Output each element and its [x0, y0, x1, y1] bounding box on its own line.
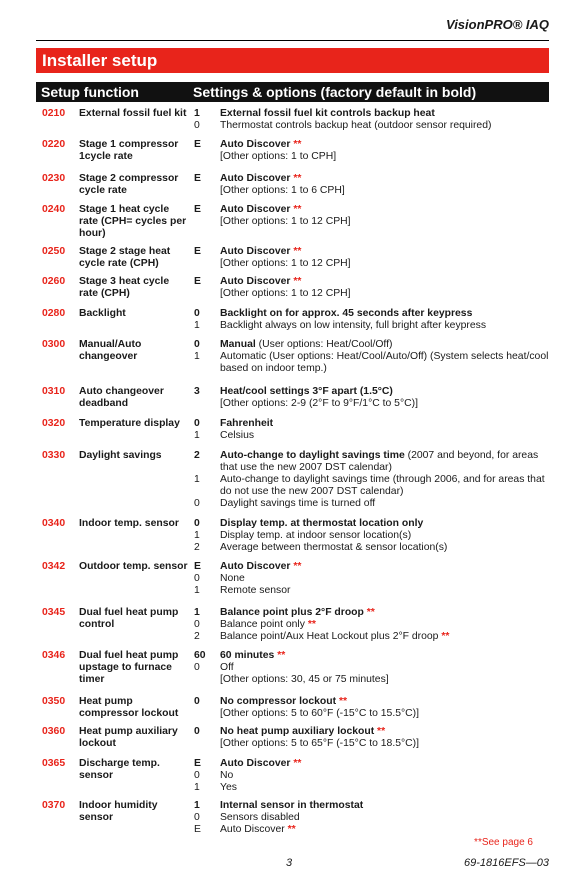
option-text	[220, 216, 549, 228]
setup-code: 0250	[42, 246, 66, 257]
option-value: 0	[194, 619, 200, 630]
option-value: E	[194, 758, 201, 769]
option-text	[220, 758, 549, 770]
option-value: 1	[194, 800, 200, 811]
option-text	[220, 308, 549, 320]
settings-options	[194, 696, 549, 720]
option-description: [Other options: 1 to 12 CPH]	[220, 216, 351, 227]
option-line	[194, 120, 549, 132]
option-description: [Other options: 2-9 (2°F to 9°F/1°C to 5°C)]	[220, 398, 418, 409]
option-line	[194, 185, 549, 197]
option-value: 60	[194, 650, 206, 661]
footnote-marker: **	[293, 139, 302, 150]
option-text	[220, 151, 549, 163]
option-line	[194, 530, 549, 542]
option-line	[194, 151, 549, 163]
setup-function-label: Stage 2 stage heat cycle rate (CPH)	[79, 246, 171, 269]
settings-options	[194, 204, 549, 228]
footnote-marker: **	[307, 619, 316, 630]
option-value: 0	[194, 339, 200, 350]
option-description: Internal sensor in thermostat	[220, 800, 364, 811]
option-value: 1	[194, 474, 200, 485]
option-line	[194, 585, 549, 597]
setup-function-label: Dual fuel heat pump control	[79, 607, 179, 630]
option-value: 0	[194, 308, 200, 319]
setup-code: 0360	[42, 726, 66, 737]
setup-code: 0220	[42, 139, 66, 150]
option-line	[194, 216, 549, 228]
option-line	[194, 726, 549, 738]
option-value	[194, 288, 220, 300]
setup-function-label: Indoor temp. sensor	[79, 518, 179, 529]
option-text	[220, 619, 549, 631]
option-text	[220, 276, 549, 288]
settings-options	[194, 726, 549, 750]
option-line	[194, 573, 549, 585]
option-value: 0	[194, 418, 200, 429]
option-description: None	[220, 573, 245, 584]
settings-options	[194, 339, 549, 375]
option-text	[220, 339, 549, 351]
option-value: 0	[194, 662, 200, 673]
option-line	[194, 418, 549, 430]
option-description: Automatic (User options: Heat/Cool/Auto/Off) (System selects heat/cool based on indoor temp.)	[220, 351, 549, 374]
setup-function-label: Indoor humidity sensor	[79, 800, 158, 823]
settings-options	[194, 800, 549, 836]
setup-function-label: Heat pump compressor lockout	[79, 696, 179, 719]
settings-options	[194, 173, 549, 197]
option-line	[194, 276, 549, 288]
option-description: Auto Discover	[220, 246, 291, 257]
setup-function-label: Auto changeover deadband	[79, 386, 164, 409]
settings-options	[194, 450, 549, 510]
option-text	[220, 246, 549, 258]
option-text	[220, 782, 549, 794]
option-description: Sensors disabled	[220, 812, 300, 823]
option-text	[220, 607, 549, 619]
option-description: Off	[220, 662, 234, 673]
setup-function-label: Manual/Auto changeover	[79, 339, 142, 362]
setup-function-label: External fossil fuel kit	[79, 108, 187, 119]
section-title: Installer setup	[36, 48, 549, 73]
settings-options	[194, 276, 549, 300]
option-line	[194, 770, 549, 782]
option-description: Backlight always on low intensity, full bright after keypress	[220, 320, 487, 331]
option-description: Auto Discover	[220, 204, 291, 215]
option-text	[220, 498, 549, 510]
setup-code: 0340	[42, 518, 66, 529]
option-description: 60 minutes	[220, 650, 275, 661]
option-text	[220, 288, 549, 300]
option-line	[194, 173, 549, 185]
option-value: E	[194, 276, 201, 287]
option-value	[194, 398, 220, 410]
footnote-marker: **	[441, 631, 450, 642]
column-header-settings: Settings & options (factory default in bold)	[193, 84, 477, 100]
option-line	[194, 139, 549, 151]
option-line	[194, 450, 549, 474]
settings-options	[194, 518, 549, 554]
option-description: Backlight on for approx. 45 seconds after keypress	[220, 308, 473, 319]
option-line	[194, 351, 549, 375]
option-description-detail: (User options: Heat/Cool/Off)	[255, 339, 393, 350]
option-description: Auto Discover	[220, 758, 291, 769]
option-description-detail: (2007 and beyond, for areas that use the new 2007 DST calendar)	[220, 450, 539, 473]
option-line	[194, 782, 549, 794]
footnote-marker: **	[338, 696, 348, 707]
footnote-marker: **	[293, 276, 302, 287]
option-description: No	[220, 770, 234, 781]
option-value	[194, 674, 220, 686]
option-description: [Other options: 5 to 60°F (-15°C to 15.5°C)]	[220, 708, 420, 719]
option-text	[220, 430, 549, 442]
option-value: E	[194, 204, 201, 215]
option-value: 1	[194, 430, 200, 441]
option-text	[220, 108, 549, 120]
option-line	[194, 339, 549, 351]
option-text	[220, 386, 549, 398]
setup-code: 0280	[42, 308, 66, 319]
option-description: Remote sensor	[220, 585, 291, 596]
option-description: Thermostat controls backup heat (outdoor sensor required)	[220, 120, 492, 131]
setup-code: 0370	[42, 800, 66, 811]
settings-options	[194, 386, 549, 410]
option-description: Balance point only	[220, 619, 305, 630]
setup-function-label: Outdoor temp. sensor	[79, 561, 188, 572]
option-description: [Other options: 1 to CPH]	[220, 151, 337, 162]
option-value: 0	[194, 812, 200, 823]
option-line	[194, 430, 549, 442]
option-line	[194, 398, 549, 410]
column-header-function: Setup function	[41, 84, 139, 100]
setup-function-label: Backlight	[79, 308, 126, 319]
option-line	[194, 288, 549, 300]
option-line	[194, 674, 549, 686]
setup-code: 0310	[42, 386, 66, 397]
option-value: 1	[194, 320, 200, 331]
option-value	[194, 216, 220, 228]
setup-function-label: Stage 2 compressor cycle rate	[79, 173, 179, 196]
option-line	[194, 738, 549, 750]
option-text	[220, 674, 549, 686]
option-line	[194, 758, 549, 770]
option-value: 1	[194, 108, 200, 119]
option-line	[194, 108, 549, 120]
option-line	[194, 800, 549, 812]
option-value: 2	[194, 631, 200, 642]
option-text	[220, 258, 549, 270]
option-line	[194, 662, 549, 674]
settings-options	[194, 607, 549, 643]
option-value: E	[194, 246, 201, 257]
setup-function-label: Discharge temp. sensor	[79, 758, 160, 781]
option-description: External fossil fuel kit controls backup heat	[220, 108, 435, 119]
option-description: Auto Discover	[220, 561, 291, 572]
setup-function-label: Stage 3 heat cycle rate (CPH)	[79, 276, 170, 299]
setup-code: 0300	[42, 339, 66, 350]
option-description: Daylight savings time is turned off	[220, 498, 376, 509]
settings-options	[194, 418, 549, 442]
option-line	[194, 542, 549, 554]
option-text	[220, 800, 549, 812]
option-description: Manual	[220, 339, 256, 350]
setup-function-label: Dual fuel heat pump upstage to furnace timer	[79, 650, 179, 685]
option-line	[194, 631, 549, 643]
option-description: Auto Discover	[220, 276, 291, 287]
settings-options	[194, 561, 549, 597]
option-line	[194, 708, 549, 720]
option-description: Display temp. at thermostat location only	[220, 518, 424, 529]
setup-code: 0346	[42, 650, 66, 661]
option-text	[220, 561, 549, 573]
option-line	[194, 607, 549, 619]
setup-code: 0342	[42, 561, 66, 572]
footnote-marker: **	[293, 561, 302, 572]
option-description: Display temp. at indoor sensor location(s)	[220, 530, 412, 541]
option-text	[220, 573, 549, 585]
option-value: 1	[194, 351, 200, 362]
option-value: 0	[194, 120, 200, 131]
setup-code: 0230	[42, 173, 66, 184]
option-description: [Other options: 1 to 12 CPH]	[220, 258, 351, 269]
option-description: Auto-change to daylight savings time (through 2006, and for areas that do not use the new 2007 DST calendar)	[220, 474, 545, 497]
footnote-marker: **	[293, 173, 302, 184]
option-value: E	[194, 561, 201, 572]
option-value: 0	[194, 498, 200, 509]
option-line	[194, 386, 549, 398]
option-line	[194, 518, 549, 530]
document-id: 69-1816EFS—03	[464, 857, 549, 869]
option-value	[194, 258, 220, 270]
option-text	[220, 631, 549, 643]
footnote-marker: **	[293, 758, 302, 769]
settings-options	[194, 246, 549, 270]
option-text	[220, 585, 549, 597]
option-description: Celsius	[220, 430, 255, 441]
footnote-marker: **	[377, 726, 386, 737]
option-description: Balance point plus 2°F droop	[220, 607, 364, 618]
option-line	[194, 696, 549, 708]
option-text	[220, 650, 549, 662]
setup-code: 0330	[42, 450, 66, 461]
option-text	[220, 204, 549, 216]
option-value: 1	[194, 607, 200, 618]
settings-options	[194, 650, 549, 686]
setup-function-label: Daylight savings	[79, 450, 162, 461]
option-text	[220, 518, 549, 530]
option-description: [Other options: 1 to 12 CPH]	[220, 288, 351, 299]
option-line	[194, 308, 549, 320]
footnote-marker: **	[287, 824, 296, 835]
setup-code: 0240	[42, 204, 66, 215]
option-value: 1	[194, 530, 200, 541]
option-description: Yes	[220, 782, 237, 793]
option-description: [Other options: 5 to 65°F (-15°C to 18.5°C)]	[220, 738, 420, 749]
option-line	[194, 650, 549, 662]
setup-function-label: Temperature display	[79, 418, 180, 429]
option-text	[220, 824, 549, 836]
option-line	[194, 812, 549, 824]
footnote-marker: **	[293, 204, 302, 215]
option-line	[194, 246, 549, 258]
option-line	[194, 561, 549, 573]
setup-function-label: Stage 1 compressor 1cycle rate	[79, 139, 179, 162]
option-description: Balance point/Aux Heat Lockout plus 2°F droop	[220, 631, 439, 642]
option-value	[194, 738, 220, 750]
option-description: Auto-change to daylight savings time	[220, 450, 405, 461]
option-line	[194, 320, 549, 332]
setup-code: 0350	[42, 696, 66, 707]
header-divider	[36, 40, 549, 41]
option-value	[194, 708, 220, 720]
footnote-marker: **	[277, 650, 286, 661]
option-text	[220, 418, 549, 430]
option-text	[220, 708, 549, 720]
option-description: [Other options: 1 to 6 CPH]	[220, 185, 345, 196]
setup-code: 0320	[42, 418, 66, 429]
option-text	[220, 173, 549, 185]
settings-options	[194, 108, 549, 132]
option-text	[220, 185, 549, 197]
option-text	[220, 812, 549, 824]
option-value: 2	[194, 542, 200, 553]
option-description: No heat pump auxiliary lockout	[220, 726, 375, 737]
setup-code: 0260	[42, 276, 66, 287]
page-number: 3	[286, 857, 293, 869]
footnote-marker: **	[366, 607, 375, 618]
option-value: E	[194, 173, 201, 184]
option-value: 1	[194, 585, 200, 596]
option-text	[220, 726, 549, 738]
setup-code: 0210	[42, 108, 66, 119]
option-value: E	[194, 139, 201, 150]
option-value	[194, 185, 220, 197]
option-text	[220, 770, 549, 782]
footnote: **See page 6	[474, 837, 533, 848]
option-value	[194, 151, 220, 163]
option-text	[220, 139, 549, 151]
document-brand: VisionPRO® IAQ	[446, 17, 549, 32]
option-description: No compressor lockout	[220, 696, 337, 707]
option-value: 1	[194, 782, 200, 793]
option-text	[220, 450, 549, 474]
option-value: 0	[194, 573, 200, 584]
option-text	[220, 474, 549, 498]
option-text	[220, 530, 549, 542]
setup-code: 0345	[42, 607, 66, 618]
option-line	[194, 619, 549, 631]
option-description: Average between thermostat & sensor location(s)	[220, 542, 448, 553]
option-value: 2	[194, 450, 200, 461]
option-description: [Other options: 30, 45 or 75 minutes]	[220, 674, 389, 685]
option-value: 0	[194, 696, 200, 707]
option-text	[220, 398, 549, 410]
option-text	[220, 320, 549, 332]
settings-options	[194, 308, 549, 332]
settings-options	[194, 139, 549, 163]
option-description: Auto Discover	[220, 824, 285, 835]
option-line	[194, 498, 549, 510]
option-value: 0	[194, 726, 200, 737]
option-text	[220, 542, 549, 554]
footnote-marker: **	[293, 246, 302, 257]
settings-options	[194, 758, 549, 794]
option-text	[220, 351, 549, 375]
setup-code: 0365	[42, 758, 66, 769]
option-text	[220, 120, 549, 132]
option-line	[194, 258, 549, 270]
setup-function-label: Stage 1 heat cycle rate (CPH= cycles per hour)	[79, 204, 187, 239]
option-line	[194, 824, 549, 836]
option-value: 3	[194, 386, 200, 397]
table-header	[36, 82, 549, 102]
option-description: Auto Discover	[220, 173, 291, 184]
option-line	[194, 204, 549, 216]
option-text	[220, 696, 549, 708]
option-line	[194, 474, 549, 498]
option-description: Auto Discover	[220, 139, 291, 150]
option-description: Heat/cool settings 3°F apart (1.5°C)	[220, 386, 393, 397]
option-text	[220, 738, 549, 750]
option-value: E	[194, 824, 201, 835]
option-value: 0	[194, 518, 200, 529]
option-value: 0	[194, 770, 200, 781]
option-text	[220, 662, 549, 674]
option-description: Fahrenheit	[220, 418, 274, 429]
setup-function-label: Heat pump auxiliary lockout	[79, 726, 178, 749]
